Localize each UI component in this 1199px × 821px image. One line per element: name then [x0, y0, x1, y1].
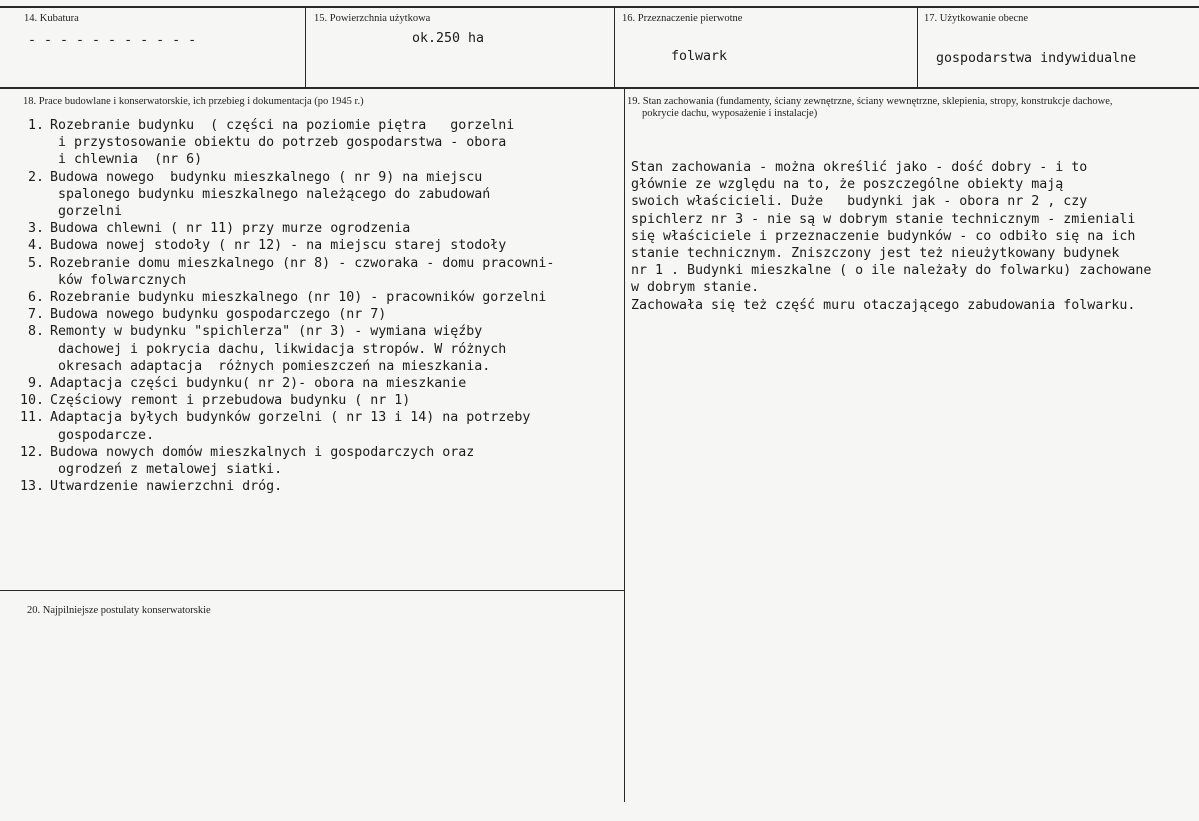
list-item-text: Budowa chlewni ( nr 11) przy murze ogrodzenia	[50, 221, 411, 237]
field19-label-cont: pokrycie dachu, wyposażenie i instalacje)	[642, 108, 818, 119]
list-item-number: 12.	[19, 444, 44, 460]
list-item-text: Budowa nowego budynku mieszkalnego ( nr 9) na miejscu spalonego budynku mieszkalnego należącego do zabudowań gorzelni	[50, 169, 491, 220]
works-list-item	[14, 306, 554, 323]
works-list-item	[14, 392, 554, 409]
list-item-text: Remonty w budynku "spichlerza" (nr 3) - wymiana więźby dachowej i pokrycia dachu, likwidacja stropów. W różnych okresach adaptacja różnych pomieszczeń na mieszkania.	[50, 324, 507, 374]
condition-text-line: w dobrym stanie.	[631, 280, 760, 296]
field19-label: 19. Stan zachowania (fundamenty, ściany zewnętrzne, ściany wewnętrzne, sklepienia, stropy, konstrukcje dachowe,	[627, 96, 1113, 107]
works-list-item	[14, 289, 554, 306]
list-item-number: 1.	[27, 118, 44, 133]
list-item-number: 4.	[27, 238, 44, 254]
condition-text-line: się właściciele i przeznaczenie budynków - co odbiło się na ich	[631, 228, 1136, 244]
list-item-number: 6.	[27, 290, 44, 306]
list-item-text: Utwardzenie nawierzchni dróg.	[50, 479, 283, 495]
works-list-item	[14, 323, 554, 375]
divider-16-17	[917, 6, 918, 88]
list-item-number: 2.	[27, 169, 44, 185]
top-rule	[0, 6, 1199, 8]
divider-14-15	[305, 6, 306, 88]
list-item-text: Budowa nowego budynku gospodarczego (nr 7)	[50, 307, 387, 323]
field14-value: - - - - - - - - - - -	[28, 33, 197, 48]
field20-label: 20. Najpilniejsze postulaty konserwatorskie	[27, 605, 211, 616]
list-item-text: Budowa nowej stodoły ( nr 12) - na miejscu starej stodoły	[50, 238, 507, 254]
condition-text-line: stanie technicznym. Zniszczony jest też nieużytkowany budynek	[631, 246, 1120, 262]
condition-text-line: Stan zachowania - można określić jako - dość dobry - i to	[631, 160, 1088, 175]
works-list-item	[14, 237, 554, 254]
works-list-item	[14, 169, 554, 221]
works-list-item	[14, 117, 554, 169]
condition-text-line: swoich właścicieli. Duże budynki jak - obora nr 2 , czy	[631, 194, 1088, 210]
condition-text-line: głównie ze względu na to, że poszczególne obiekty mają	[631, 177, 1064, 193]
works-list-item	[14, 220, 554, 237]
header-bottom-rule	[0, 87, 1199, 89]
field16-label: 16. Przeznaczenie pierwotne	[622, 13, 743, 24]
condition-text	[631, 159, 1151, 314]
list-item-number: 9.	[27, 376, 44, 392]
list-item-number: 3.	[27, 221, 44, 237]
list-item-text: Budowa nowych domów mieszkalnych i gospodarczych oraz ogrodzeń z metalowej siatki.	[50, 444, 475, 478]
field18-label: 18. Prace budowlane i konserwatorskie, ich przebieg i dokumentacja (po 1945 r.)	[23, 96, 364, 107]
section20-top-rule	[0, 590, 624, 591]
list-item-number: 10.	[19, 393, 44, 409]
list-item-text: Adaptacja byłych budynków gorzelni ( nr 13 i 14) na potrzeby gospodarcze.	[50, 410, 531, 443]
list-item-text: Częściowy remont i przebudowa budynku ( nr 1)	[50, 393, 411, 409]
works-list-item	[14, 375, 554, 392]
field15-label: 15. Powierzchnia użytkowa	[314, 13, 431, 24]
list-item-number: 5.	[27, 255, 44, 271]
list-item-text: Adaptacja części budynku( nr 2)- obora na mieszkanie	[50, 376, 467, 392]
list-item-number: 13.	[19, 479, 44, 495]
field15-value: ok.250 ha	[412, 31, 485, 46]
condition-text-line: Zachowała się też część muru otaczającego zabudowania folwarku.	[631, 297, 1136, 313]
list-item-text: Rozebranie domu mieszkalnego (nr 8) - czworaka - domu pracowni- ków folwarcznych	[50, 255, 555, 288]
works-list-item	[14, 444, 554, 478]
list-item-number: 11.	[19, 410, 44, 426]
center-column-divider	[624, 88, 625, 802]
list-item-text: Rozebranie budynku ( części na poziomie piętra gorzelni i przystosowanie obiektu do potrzeb gospodarstwa - obora i chlewnia (nr 6)	[50, 118, 515, 168]
works-list-item	[14, 478, 554, 495]
works-list-item	[14, 255, 554, 289]
field14-label: 14. Kubatura	[24, 13, 79, 24]
works-list	[14, 117, 554, 495]
condition-text-line: spichlerz nr 3 - nie są w dobrym stanie technicznym - zmieniali	[631, 211, 1136, 227]
works-list-item	[14, 409, 554, 443]
divider-15-16	[614, 6, 615, 88]
list-item-number: 8.	[27, 324, 44, 340]
field17-label: 17. Użytkowanie obecne	[924, 13, 1029, 24]
field17-value: gospodarstwa indywidualne	[936, 51, 1137, 66]
list-item-number: 7.	[27, 307, 44, 323]
field16-value: folwark	[671, 49, 728, 64]
condition-text-line: nr 1 . Budynki mieszkalne ( o ile należały do folwarku) zachowane	[631, 263, 1152, 279]
list-item-text: Rozebranie budynku mieszkalnego (nr 10) - pracowników gorzelni	[50, 290, 547, 306]
